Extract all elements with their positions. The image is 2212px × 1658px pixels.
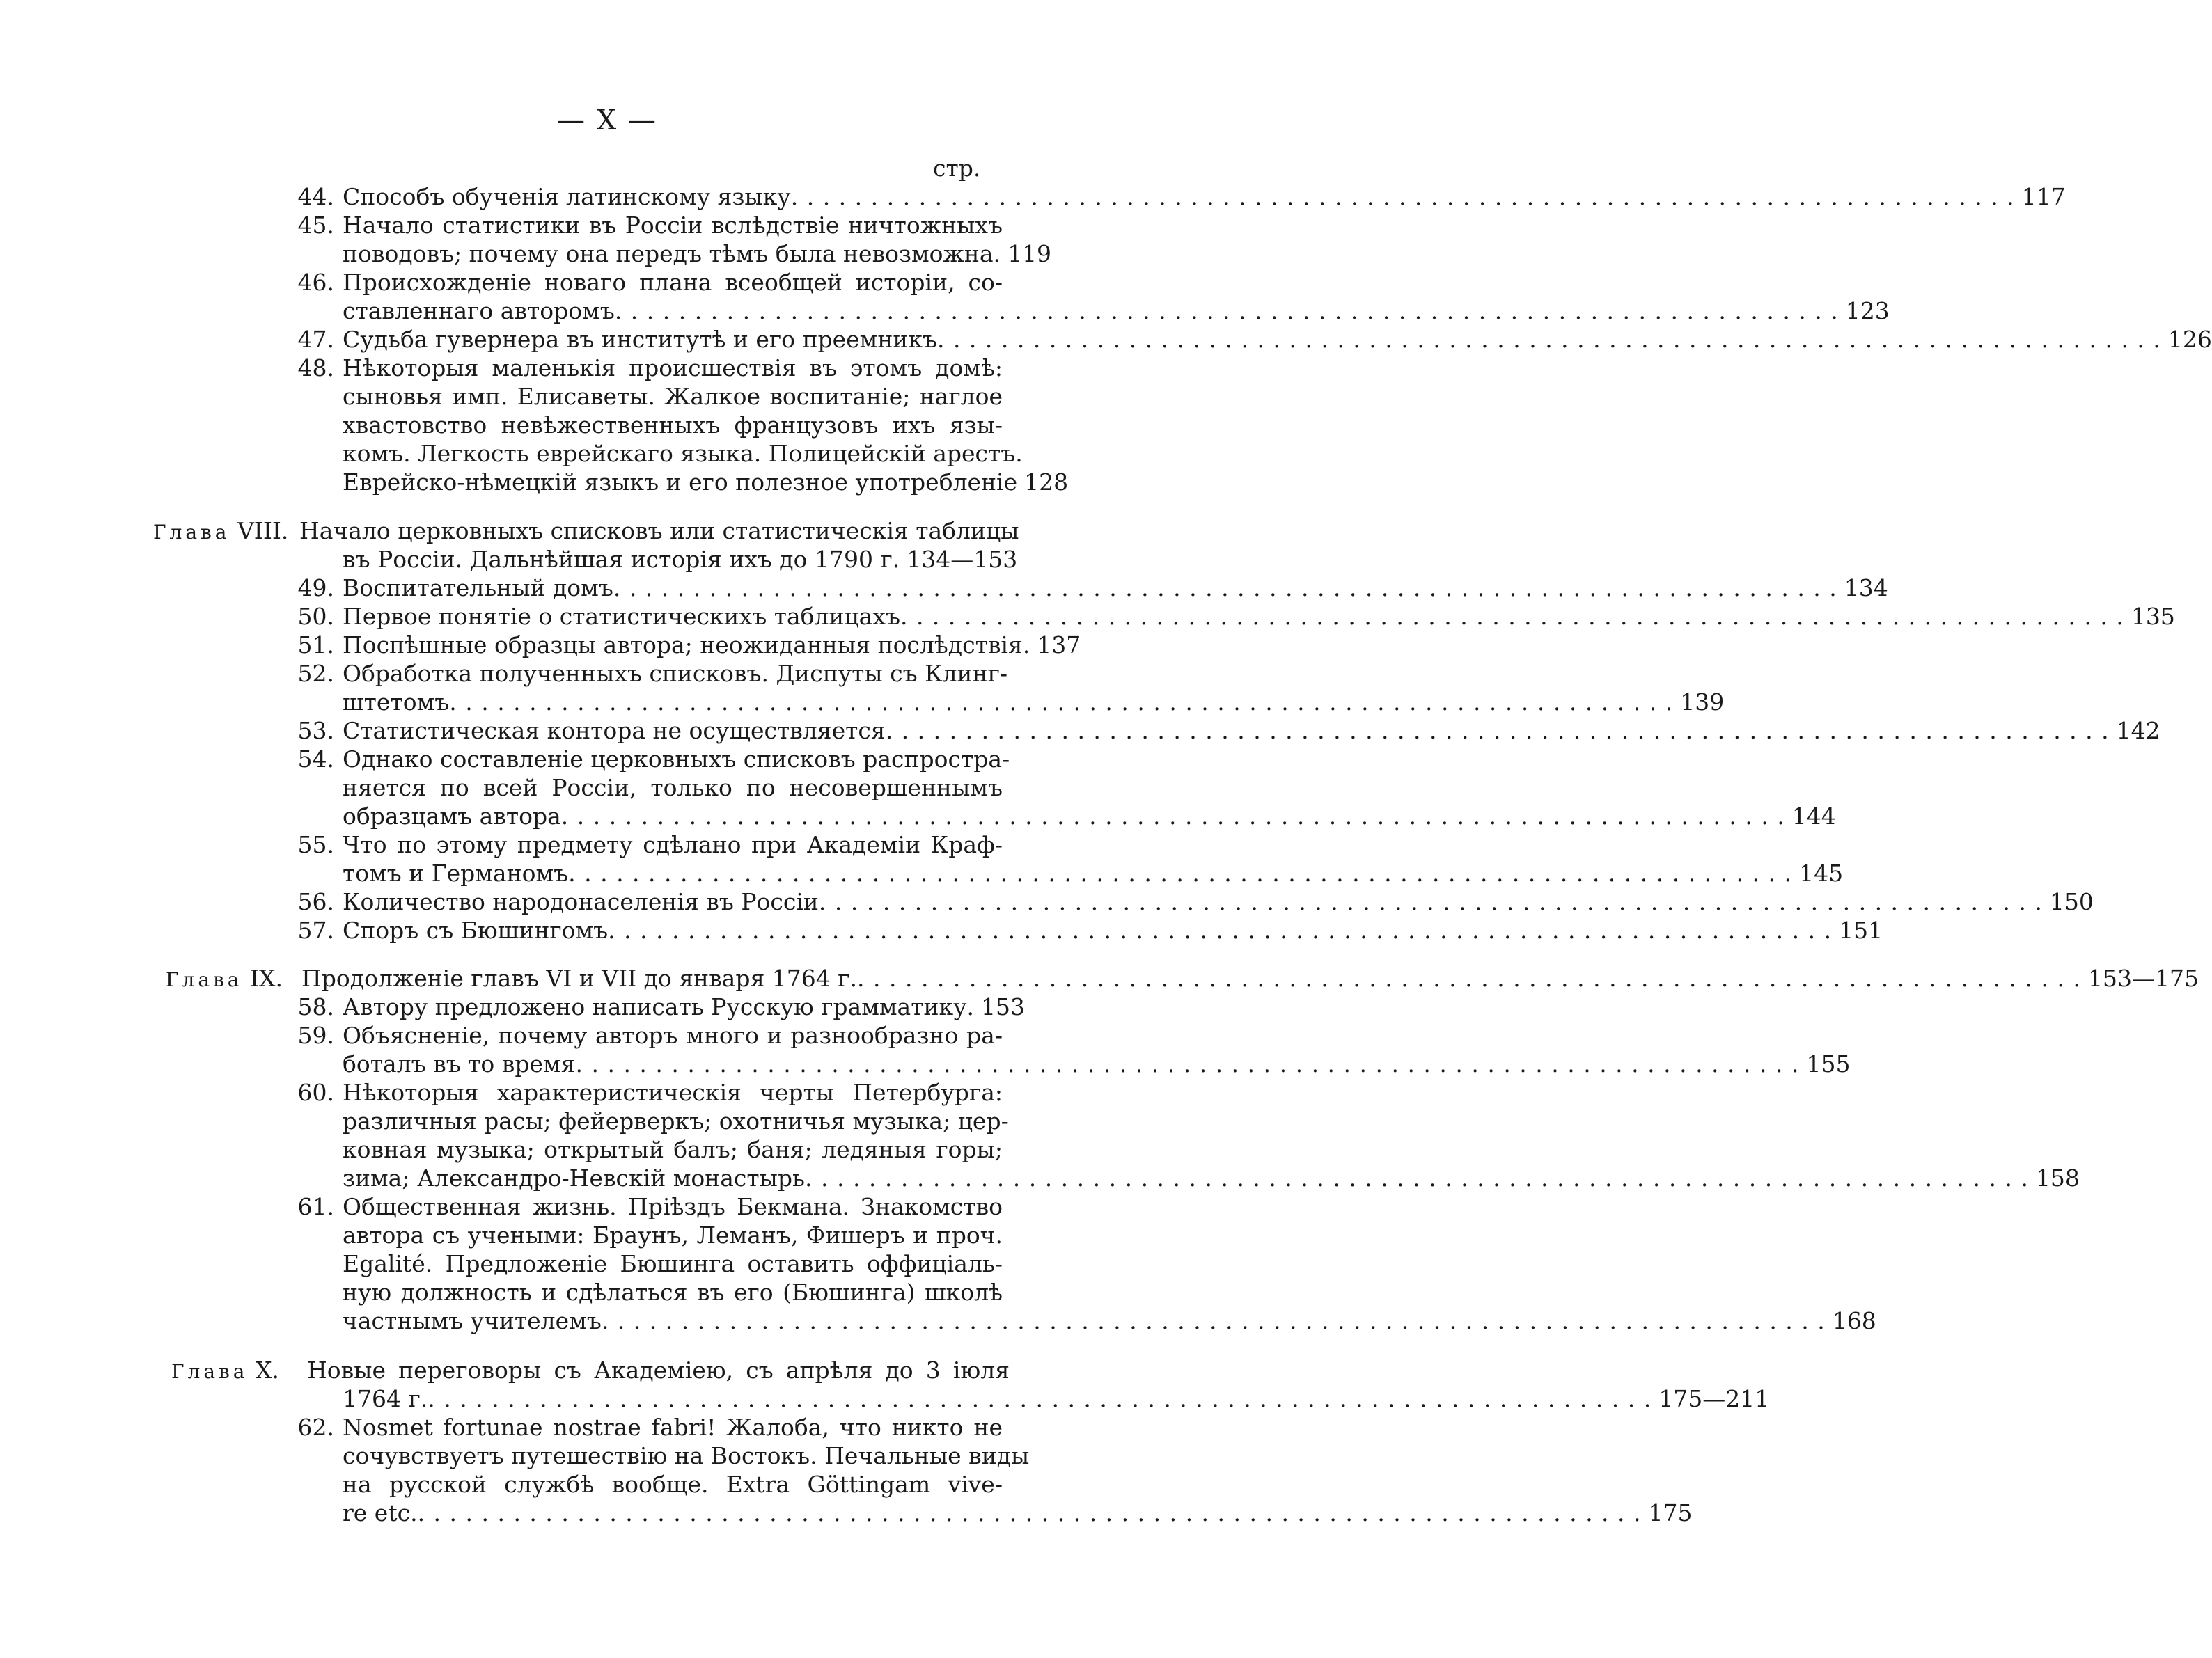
page-number: 151 bbox=[1839, 917, 1883, 944]
entry-number: 61. bbox=[297, 1193, 334, 1220]
entry-last-line bbox=[343, 1306, 1876, 1335]
page-number: 126 bbox=[2167, 326, 2212, 353]
entry-number: 46. bbox=[297, 269, 334, 296]
entry-last-line bbox=[343, 468, 1069, 496]
toc-entry bbox=[285, 182, 2066, 211]
entry-title-line: Что по этому предмету сдѣлано при Академіи Краф- bbox=[343, 831, 1003, 858]
entry-title-line: Нѣкоторыя характеристическія черты Петербурга: bbox=[343, 1079, 1003, 1106]
chapter-last-line bbox=[301, 964, 2199, 993]
entry-lines bbox=[343, 1078, 2080, 1192]
leader-dots bbox=[568, 859, 1792, 887]
toc-entry bbox=[285, 993, 1026, 1021]
leader-dots bbox=[428, 1384, 1652, 1413]
page-range: 153—175 bbox=[2087, 965, 2199, 992]
entry-title-line: Нѣкоторыя маленькія происшествія въ этомъ домѣ: bbox=[343, 354, 1003, 381]
entry-lines bbox=[343, 1192, 1876, 1335]
toc-entry bbox=[285, 745, 1836, 830]
chapter-word: Глава bbox=[166, 968, 243, 991]
toc-entry bbox=[285, 1413, 1693, 1527]
entry-title-text: Статистическая контора не осуществляется bbox=[343, 717, 886, 744]
page-number: 153 bbox=[981, 993, 1026, 1020]
page-number: 119 bbox=[1007, 240, 1052, 267]
entry-number: 49. bbox=[297, 574, 334, 601]
page-number: 175 bbox=[1648, 1499, 1693, 1526]
entry-lines bbox=[343, 916, 1883, 945]
chapter-title bbox=[301, 964, 2199, 993]
page-number: 150 bbox=[2049, 888, 2094, 915]
entry-title-text: томъ и Германомъ bbox=[343, 860, 569, 887]
entry-number: 47. bbox=[297, 326, 334, 353]
entry-title-text: образцамъ автора bbox=[343, 803, 561, 830]
entry-last-line bbox=[343, 716, 2160, 745]
entry-title-line: Происхожденіе новаго плана всеобщей исторіи, со- bbox=[343, 269, 1003, 296]
toc-entry bbox=[285, 325, 2212, 354]
chapter-label bbox=[166, 964, 283, 993]
entry-last-line bbox=[343, 1499, 1693, 1527]
leader-dots bbox=[418, 1499, 1642, 1527]
page-number: 117 bbox=[2021, 183, 2066, 210]
entry-lines bbox=[343, 716, 2160, 745]
page-number: 155 bbox=[1806, 1050, 1851, 1077]
entry-lines bbox=[343, 1413, 1693, 1527]
chapter-title-line: Новые переговоры съ Академіею, съ апрѣля до 3 іюля bbox=[307, 1357, 1010, 1384]
page-number: 168 bbox=[1832, 1307, 1876, 1334]
toc-entry bbox=[285, 1021, 1851, 1078]
toc-entry bbox=[285, 716, 2160, 745]
entry-title-line: Egalité. Предложеніе Бюшинга оставить оффиціаль- bbox=[343, 1250, 1003, 1277]
entry-last-line bbox=[343, 859, 1844, 887]
entry-title-text: поводовъ; почему она передъ тѣмъ была невозможна. bbox=[343, 240, 1001, 267]
page-number: 139 bbox=[1680, 688, 1725, 716]
entry-last-line bbox=[343, 239, 1052, 268]
chapter-roman-numeral: X. bbox=[248, 1357, 279, 1384]
chapter-last-line bbox=[343, 1384, 1770, 1413]
page-number: 137 bbox=[1037, 631, 1081, 658]
entry-lines bbox=[343, 182, 2066, 211]
page-number: 158 bbox=[2035, 1164, 2080, 1192]
toc-entry bbox=[285, 574, 1888, 602]
page-number: 144 bbox=[1791, 803, 1836, 830]
entry-lines bbox=[343, 631, 1081, 659]
leader-dots bbox=[576, 1050, 1800, 1078]
entry-number: 45. bbox=[297, 212, 334, 239]
entry-title-line: различныя расы; фейерверкъ; охотничья музыка; цер- bbox=[343, 1107, 1009, 1135]
toc-entry bbox=[285, 887, 2094, 916]
leader-dots bbox=[937, 325, 2161, 354]
entry-title-line: Начало статистики въ Россіи вслѣдствіе ничтожныхъ bbox=[343, 212, 1003, 239]
entry-last-line bbox=[343, 916, 1883, 945]
toc-entry bbox=[285, 354, 1069, 496]
chapter-word: Глава bbox=[171, 1360, 249, 1383]
entry-number: 54. bbox=[297, 745, 334, 773]
entry-title-line: Nosmet fortunae nostrae fabri! Жалоба, что никто не bbox=[343, 1414, 1003, 1441]
entry-number: 51. bbox=[297, 631, 334, 658]
entry-number: 53. bbox=[297, 717, 334, 744]
entry-number: 44. bbox=[297, 183, 334, 210]
chapter-last-line bbox=[343, 545, 1018, 574]
page-number: 128 bbox=[1024, 468, 1069, 496]
page-number: 135 bbox=[2131, 603, 2175, 630]
entry-title-text: частнымъ учителемъ bbox=[343, 1307, 602, 1334]
toc-entry bbox=[285, 830, 1844, 887]
entry-number: 55. bbox=[297, 831, 334, 858]
entry-number: 50. bbox=[297, 603, 334, 630]
entry-last-line bbox=[343, 887, 2094, 916]
toc-entry bbox=[285, 659, 1725, 716]
entry-last-line bbox=[343, 631, 1081, 659]
chapter-heading bbox=[166, 964, 2199, 993]
entry-title-text: боталъ въ то время bbox=[343, 1050, 576, 1077]
entry-title-text: Судьба гувернера въ институтѣ и его преемникъ bbox=[343, 326, 937, 353]
leader-dots bbox=[805, 1164, 2029, 1192]
entry-last-line bbox=[343, 993, 1026, 1021]
chapter-title-text: въ Россіи. Дальнѣйшая исторія ихъ до 1790 г. bbox=[343, 546, 900, 573]
entry-number: 56. bbox=[297, 888, 334, 915]
entry-number: 59. bbox=[297, 1022, 334, 1049]
entry-lines bbox=[343, 211, 1052, 268]
entry-number: 52. bbox=[297, 660, 334, 687]
entry-title-line: комъ. Легкость еврейскаго языка. Полицейскій арестъ. bbox=[343, 440, 1023, 467]
entry-title-text: Способъ обученія латинскому языку bbox=[343, 183, 791, 210]
toc-entry bbox=[285, 1192, 1876, 1335]
leader-dots bbox=[615, 297, 1839, 325]
chapter-heading bbox=[153, 516, 1019, 574]
entry-title-line: на русской службѣ вообще. Extra Göttingam vive- bbox=[343, 1471, 1003, 1498]
entry-title-line: Общественная жизнь. Пріѣздъ Бекмана. Знакомство bbox=[343, 1193, 1003, 1220]
chapter-title-line: Начало церковныхъ списковъ или статистическія таблицы bbox=[299, 517, 1019, 544]
entry-last-line bbox=[343, 325, 2212, 354]
entry-lines bbox=[343, 354, 1069, 496]
entry-last-line bbox=[343, 574, 1888, 602]
entry-title-line: сочувствуетъ путешествію на Востокъ. Печальные виды bbox=[343, 1442, 1030, 1469]
entry-last-line bbox=[343, 1050, 1851, 1078]
chapter-label bbox=[153, 516, 288, 545]
page-number: 123 bbox=[1845, 297, 1890, 324]
entry-title-text: зима; Александро-Невскій монастырь bbox=[343, 1164, 805, 1192]
entry-title-line: автора съ учеными: Браунъ, Леманъ, Фишеръ и проч. bbox=[343, 1222, 1003, 1249]
entry-title-text: Воспитательный домъ bbox=[343, 574, 613, 601]
toc-entry bbox=[285, 268, 1890, 325]
leader-dots bbox=[449, 688, 1673, 716]
chapter-title bbox=[307, 1356, 1770, 1413]
page-numeral: — X — bbox=[557, 104, 657, 136]
leader-dots bbox=[886, 716, 2110, 745]
toc-entry bbox=[285, 916, 1883, 945]
entry-title-line: няется по всей Россіи, только по несовершеннымъ bbox=[343, 774, 1003, 801]
leader-dots bbox=[791, 182, 2015, 211]
entry-lines bbox=[343, 887, 2094, 916]
entry-title-line: хвастовство невѣжественныхъ французовъ ихъ язы- bbox=[343, 411, 1003, 439]
chapter-roman-numeral: VIII. bbox=[230, 517, 289, 544]
entry-title-text: ставленнаго авторомъ bbox=[343, 297, 615, 324]
entry-title-text: Поспѣшные образцы автора; неожиданныя послѣдствія. bbox=[343, 631, 1030, 658]
toc-entry bbox=[285, 211, 1052, 268]
page-range: 134—153 bbox=[907, 546, 1018, 573]
entry-title-text: штетомъ bbox=[343, 688, 450, 716]
entry-lines bbox=[343, 602, 2175, 631]
page-column-label: стр. bbox=[933, 155, 981, 182]
entry-title-text: re etc. bbox=[343, 1499, 418, 1526]
entry-title-line: сыновья имп. Елисаветы. Жалкое воспитаніе; наглое bbox=[343, 383, 1003, 410]
leader-dots bbox=[602, 1306, 1826, 1335]
toc-entry bbox=[285, 602, 2175, 631]
entry-title-text: Количество народонаселенія въ Россіи bbox=[343, 888, 819, 915]
entry-title-text: Автору предложено написать Русскую грамматику. bbox=[343, 993, 975, 1020]
chapter-heading bbox=[171, 1356, 1770, 1413]
entry-title-line: ную должность и сдѣлаться въ его (Бюшинга) школѣ bbox=[343, 1279, 1003, 1306]
entry-lines bbox=[343, 1021, 1851, 1078]
chapter-label bbox=[171, 1356, 279, 1384]
entry-last-line bbox=[343, 802, 1836, 830]
entry-lines bbox=[343, 745, 1836, 830]
page-number: 142 bbox=[2116, 717, 2160, 744]
entry-title-line: Обработка полученныхъ списковъ. Диспуты съ Клинг- bbox=[343, 660, 1008, 687]
entry-title-text: Еврейско-нѣмецкій языкъ и его полезное употребленіе bbox=[343, 468, 1018, 496]
chapter-title bbox=[299, 516, 1019, 574]
leader-dots bbox=[608, 916, 1832, 945]
leader-dots bbox=[857, 964, 2081, 993]
entry-title-line: Объясненіе, почему авторъ много и разнообразно ра- bbox=[343, 1022, 1003, 1049]
entry-lines bbox=[343, 993, 1026, 1021]
chapter-word: Глава bbox=[153, 521, 230, 544]
leader-dots bbox=[561, 802, 1785, 830]
entry-last-line bbox=[343, 688, 1725, 716]
entry-title-text: Споръ съ Бюшингомъ bbox=[343, 917, 609, 944]
toc-entry bbox=[285, 631, 1081, 659]
entry-last-line bbox=[343, 182, 2066, 211]
leader-dots bbox=[819, 887, 2043, 916]
entry-title-line: Однако составленіе церковныхъ списковъ распростра- bbox=[343, 745, 1010, 773]
entry-last-line bbox=[343, 1164, 2080, 1192]
entry-title-line: ковная музыка; открытый балъ; баня; ледяныя горы; bbox=[343, 1136, 1003, 1163]
entry-lines bbox=[343, 659, 1725, 716]
chapter-roman-numeral: IX. bbox=[242, 965, 283, 992]
chapter-title-text: Продолженіе главъ VI и VII до января 1764 г. bbox=[301, 965, 858, 992]
entry-last-line bbox=[343, 297, 1890, 325]
entry-last-line bbox=[343, 602, 2175, 631]
entry-lines bbox=[343, 325, 2212, 354]
entry-lines bbox=[343, 574, 1888, 602]
entry-number: 62. bbox=[297, 1414, 334, 1441]
entry-number: 48. bbox=[297, 354, 334, 381]
entry-number: 60. bbox=[297, 1079, 334, 1106]
entry-number: 57. bbox=[297, 917, 334, 944]
chapter-title-text: 1764 г. bbox=[343, 1385, 428, 1412]
leader-dots bbox=[900, 602, 2124, 631]
entry-number: 58. bbox=[297, 993, 334, 1020]
leader-dots bbox=[613, 574, 1837, 602]
entry-lines bbox=[343, 830, 1844, 887]
toc-entry bbox=[285, 1078, 2080, 1192]
page-number: 145 bbox=[1799, 860, 1844, 887]
page-number: 134 bbox=[1844, 574, 1888, 601]
page-range: 175—211 bbox=[1658, 1385, 1770, 1412]
entry-title-text: Первое понятіе о статистическихъ таблицахъ bbox=[343, 603, 900, 630]
entry-lines bbox=[343, 268, 1890, 325]
